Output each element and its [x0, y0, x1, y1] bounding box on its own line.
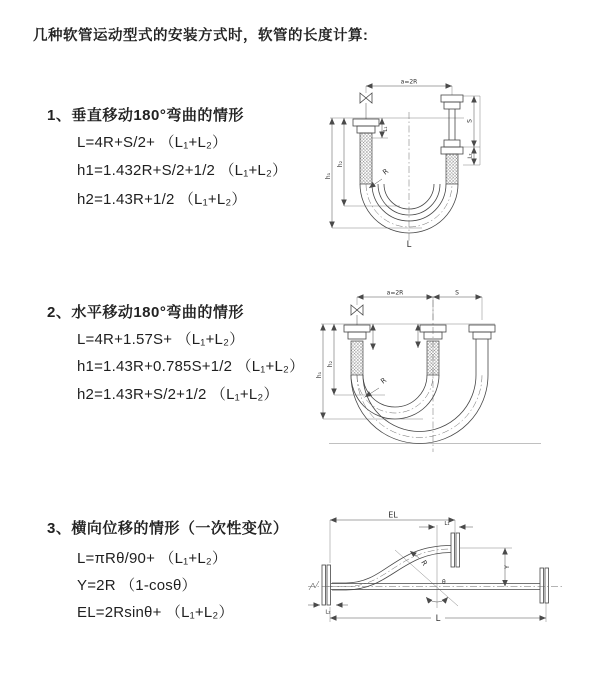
dim-label-l2: L₂	[325, 609, 331, 616]
dim-label-radius: R	[379, 376, 389, 386]
braided-hose-section	[351, 341, 363, 375]
braided-hose-section	[360, 133, 372, 184]
dim-label-theta: θ	[442, 579, 446, 586]
dim-extension	[330, 520, 455, 563]
dim-label-s: S	[455, 289, 459, 297]
diagram-lateral-displacement	[300, 505, 595, 650]
dim-label-h2: h₂	[337, 160, 344, 168]
section-1-heading: 1、垂直移动180°弯曲的情形	[47, 107, 244, 124]
dim-label-span: a=2R	[386, 289, 404, 297]
upper-flange	[451, 533, 460, 567]
section-1-formula-h1: h1=1.432R+S/2+1/2 （L₁+L₂）	[77, 162, 288, 179]
section-2-formula-h1: h1=1.43R+0.785S+1/2 （L₁+L₂）	[77, 358, 305, 375]
u-bend-hose-position-2	[351, 375, 488, 444]
pipe-break-mark	[309, 581, 319, 590]
right-pipe-flange	[469, 325, 495, 375]
section-2-formula-h2: h2=1.43R+S/2+1/2 （L₁+L₂）	[77, 386, 279, 403]
braided-hose-section	[446, 154, 458, 184]
dim-label-l1: L₁	[383, 126, 389, 132]
dim-label-y: Y	[503, 565, 511, 569]
section-3-formula-L: L=πRθ/90+ （L₁+L₂）	[77, 550, 228, 567]
dim-label-radius: R	[381, 167, 391, 177]
valve-icon	[351, 305, 363, 325]
dim-label-length: L	[406, 240, 412, 250]
u-bend-hose-position-1	[351, 375, 439, 419]
dim-label-l: L	[435, 614, 441, 624]
diagram-vertical-180-bend	[322, 72, 592, 252]
section-1-formula-L: L=4R+S/2+ （L₁+L₂）	[77, 134, 228, 151]
angle-arc	[426, 597, 437, 602]
diagram-horizontal-180-bend	[313, 280, 598, 460]
section-2-formula-L: L=4R+1.57S+ （L₁+L₂）	[77, 331, 245, 348]
section-3-heading: 3、横向位移的情形（一次性变位）	[47, 520, 289, 537]
valve-icon	[360, 93, 372, 119]
left-flange	[322, 565, 331, 605]
dim-label-el: EL	[388, 510, 398, 520]
angle-arc	[437, 597, 448, 602]
section-3-formula-Y: Y=2R （1-cosθ）	[77, 577, 197, 594]
right-pipe-flange	[441, 95, 463, 184]
left-pipe-flange	[353, 119, 379, 184]
dim-label-span: a=2R	[400, 78, 418, 86]
dim-label-h1: h₁	[316, 371, 323, 379]
section-2-heading: 2、水平移动180°弯曲的情形	[47, 304, 244, 321]
section-3-formula-EL: EL=2Rsinθ+ （L₁+L₂）	[77, 604, 234, 621]
dim-label-h1: h₁	[325, 172, 332, 180]
section-1-formula-h2: h2=1.43R+1/2 （L₁+L₂）	[77, 191, 247, 208]
dim-extension	[366, 86, 452, 95]
dim-label-s: S	[466, 119, 474, 123]
dim-label-h2: h₂	[327, 360, 334, 368]
dim-label-l2: L₂	[467, 153, 474, 159]
dim-label-l1: L₁	[444, 521, 450, 527]
radius-arrow	[365, 388, 379, 397]
dim-extension	[357, 297, 482, 320]
right-flange	[540, 568, 549, 603]
dim-label-radius: R	[419, 559, 429, 568]
left-pipe-flange	[344, 325, 370, 375]
page-title: 几种软管运动型式的安装方式时，软管的长度计算:	[33, 28, 369, 44]
